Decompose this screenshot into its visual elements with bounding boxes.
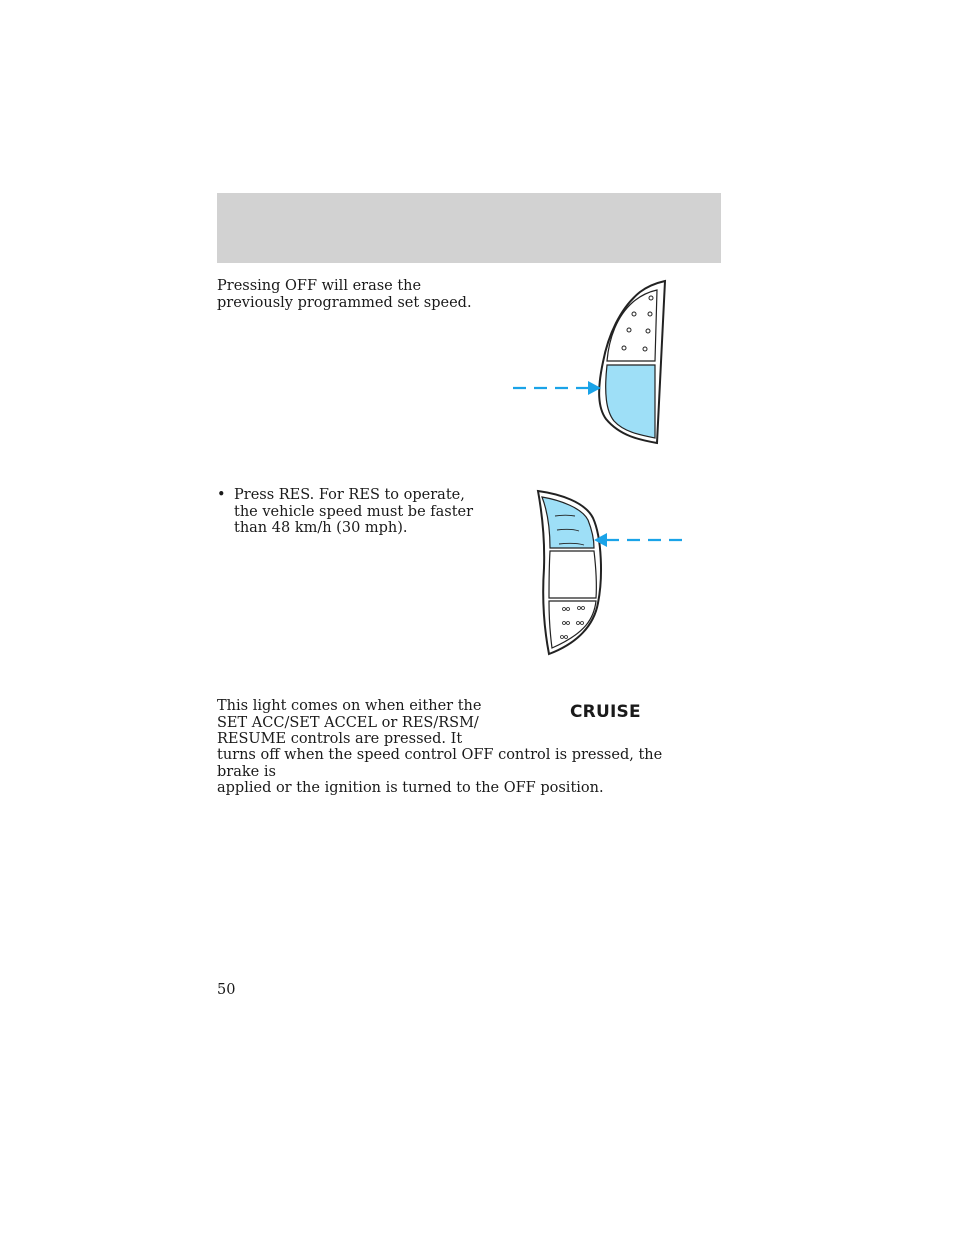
bullet-marker: • <box>217 487 226 503</box>
resume-instruction: Press RES. For RES to operate, the vehicle speed must be faster than 48 km/h (30 mph). <box>234 487 474 536</box>
cruise-indicator-label: CRUISE <box>570 702 641 722</box>
dashed-arrow-icon <box>594 533 684 547</box>
dashed-arrow-icon <box>513 381 601 395</box>
resume-bullet-item <box>217 487 477 537</box>
steering-control-res-illustration <box>530 488 690 658</box>
cruise-light-paragraph-start: This light comes on when either the SET ACC/SET ACCEL or RES/RSM/ RESUME controls are pressed. It <box>217 698 482 747</box>
header-band <box>217 193 721 263</box>
steering-control-off-illustration <box>500 278 670 448</box>
cruise-light-paragraph-end: turns off when the speed control OFF control is pressed, the brake is applied or the ignition is turned to the OFF position. <box>217 747 663 796</box>
page-number: 50 <box>217 982 236 998</box>
off-paragraph: Pressing OFF will erase the previously programmed set speed. <box>217 278 472 311</box>
